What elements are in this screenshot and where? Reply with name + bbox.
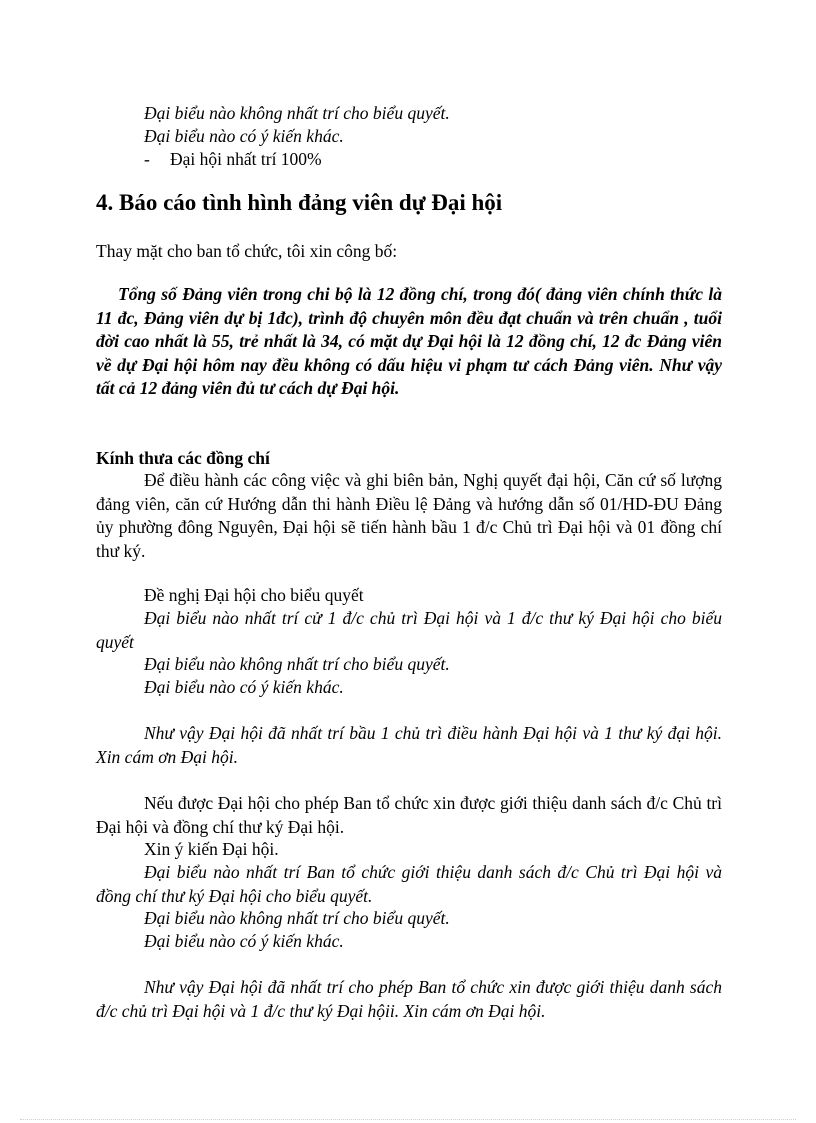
vote2-agree: Đại biểu nào nhất trí Ban tổ chức giới thiệu danh sách đ/c Chủ trì Đại hội và đồng chí thư ký Đại hội cho biểu quyết. [96, 862, 722, 906]
propose-vote: Đề nghị Đại hội cho biểu quyết [144, 585, 364, 605]
bullet-text: Đại hội nhất trí 100% [170, 149, 322, 169]
section-heading: 4. Báo cáo tình hình đảng viên dự Đại hội [96, 190, 503, 215]
vote-agree: Đại biểu nào nhất trí cử 1 đ/c chủ trì Đại hội và 1 đ/c thư ký Đại hội cho biểu quyết [96, 608, 722, 652]
page-divider [20, 1119, 796, 1120]
ask-opinion: Xin ý kiến Đại hội. [144, 839, 279, 859]
bullet-dash: - [144, 149, 150, 169]
result-two: Như vậy Đại hội đã nhất trí cho phép Ban tổ chức xin được giới thiệu danh sách đ/c chủ trì Đại hội và 1 đ/c thư ký Đại hộii. Xin cám ơn Đại hội. [96, 977, 722, 1021]
vote-disagree: Đại biểu nào không nhất trí cho biểu quyết. [144, 654, 450, 674]
election-paragraph: Để điều hành các công việc và ghi biên bản, Nghị quyết đại hội, Căn cứ số lượng đảng viên, căn cứ Hướng dẫn thi hành Điều lệ Đảng và hướng dẫn số 01/HD-ĐU Đảng ủy phường đông Nguyên, Đại hội sẽ tiến hành bầu 1 đ/c Chủ trì Đại hội và 01 đồng chí thư ký. [96, 470, 722, 561]
vote2-other: Đại biểu nào có ý kiến khác. [144, 931, 344, 951]
intro-vote-disagree: Đại biểu nào không nhất trí cho biểu quyết. [144, 103, 450, 123]
result-one: Như vậy Đại hội đã nhất trí bầu 1 chủ trì điều hành Đại hội và 1 thư ký đại hội. Xin cám ơn Đại hội. [96, 723, 722, 767]
section-lead: Thay mặt cho ban tổ chức, tôi xin công bố: [96, 241, 398, 261]
introduce-paragraph: Nếu được Đại hội cho phép Ban tổ chức xin được giới thiệu danh sách đ/c Chủ trì Đại hội và đồng chí thư ký Đại hội. [96, 793, 722, 837]
intro-vote-other: Đại biểu nào có ý kiến khác. [144, 126, 344, 146]
attendance-report: Tổng số Đảng viên trong chi bộ là 12 đồng chí, trong đó( đảng viên chính thức là 11 đc, Đảng viên dự bị 1đc), trình độ chuyên môn đều đạt chuẩn và trên chuẩn , tuổi đời cao nhất là 55, trẻ nhất là 34, có mặt dự Đại hội là 12 đồng chí, 12 đc Đảng viên về dự Đại hội hôm nay đều không có dấu hiệu vi phạm tư cách Đảng viên. Như vậy tất cả 12 đảng viên đủ tư cách dự Đại hội. [96, 284, 722, 398]
salutation: Kính thưa các đồng chí [96, 448, 270, 468]
vote-other: Đại biểu nào có ý kiến khác. [144, 677, 344, 697]
vote2-disagree: Đại biểu nào không nhất trí cho biểu quyết. [144, 908, 450, 928]
intro-bullet [96, 148, 770, 172]
